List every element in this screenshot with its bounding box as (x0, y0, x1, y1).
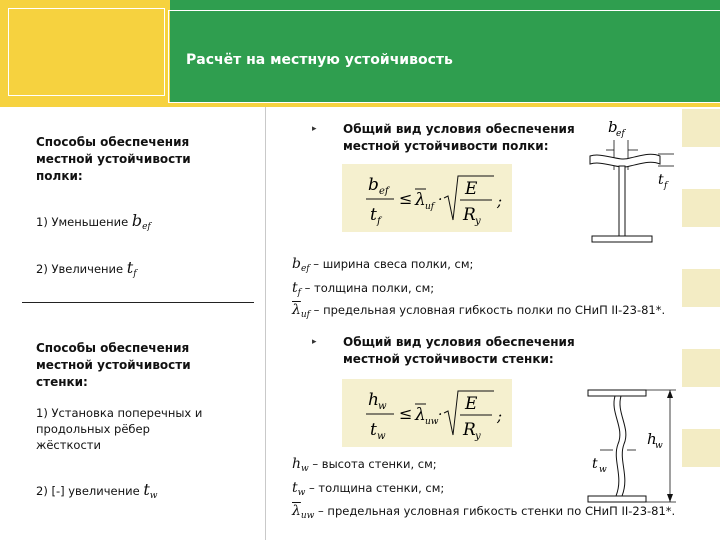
flange-condition-heading-2: местной устойчивости полки: (343, 139, 549, 153)
flange-desc-1-sub: ef (300, 264, 310, 274)
checker-square (682, 429, 720, 467)
web-methods-heading-3: стенки: (36, 375, 88, 389)
web-desc-1-sym: h (292, 456, 302, 472)
checker-square (682, 109, 720, 147)
dot-sign: · (438, 192, 443, 208)
web-methods-heading-1: Способы обеспечения (36, 341, 190, 355)
column-divider (265, 107, 266, 540)
web-fig-h: h (647, 430, 657, 448)
checker-square (682, 349, 720, 387)
flange-formula-num: b (368, 175, 379, 195)
header-decor-frame (8, 8, 165, 96)
web-fig-h-sub: w (655, 441, 663, 451)
flange-methods-heading-3: полки: (36, 169, 83, 183)
flange-formula-R: R (463, 205, 476, 225)
web-formula-tail: ; (497, 407, 503, 425)
web-method-2-text: 2) [-] увеличение (36, 484, 140, 498)
flange-method-1-symbol: b (131, 211, 143, 230)
web-desc-3-sym: $\overline{\lambda}$ (292, 503, 301, 519)
section-separator (22, 302, 254, 303)
web-desc-2 (292, 480, 444, 498)
page-title: Расчёт на местную устойчивость (186, 52, 453, 68)
flange-desc-3-sym: $\overline{\lambda}$ (292, 302, 301, 318)
web-desc-3 (292, 503, 675, 521)
leq-sign: ≤ (399, 189, 413, 208)
flange-fig-b: b (608, 118, 618, 136)
leq-sign: ≤ (399, 404, 413, 423)
web-desc-1-sub: w (301, 464, 309, 474)
web-desc-3-text: – предельная условная гибкость стенки по СНиП II-23-81*. (314, 504, 676, 518)
web-condition-heading-1: Общий вид условия обеспечения (343, 335, 575, 349)
flange-formula-den: t (370, 205, 377, 225)
flange-fig-t-sub: f (664, 181, 668, 191)
flange-desc-2-text: – толщина полки, см; (300, 281, 435, 295)
triangle-bullet-icon: ▸ (312, 124, 317, 134)
flange-desc-2 (292, 280, 434, 298)
web-desc-1 (292, 456, 437, 474)
flange-method-1-text: 1) Уменьшение (36, 215, 129, 229)
web-desc-1-text: – высота стенки, см; (308, 457, 437, 471)
web-condition-heading-2: местной устойчивости стенки: (343, 352, 554, 366)
flange-formula-R-sub: y (475, 216, 481, 227)
flange-method-1 (36, 213, 151, 235)
web-formula-den: t (370, 420, 377, 440)
web-desc-2-sub: w (297, 488, 306, 498)
flange-methods-heading-1: Способы обеспечения (36, 135, 190, 149)
flange-formula-num-sub: ef (379, 186, 389, 197)
flange-fig-b-sub: ef (616, 129, 625, 139)
flange-formula-lambda-sub: uf (425, 202, 435, 212)
web-method-1-line-1: 1) Установка поперечных и (36, 406, 203, 420)
flange-desc-3 (292, 302, 665, 320)
web-fig-t: t (592, 456, 598, 472)
checker-square (682, 189, 720, 227)
lambda-symbol: λ (415, 190, 426, 210)
web-formula (342, 379, 512, 447)
flange-method-2-text: 2) Увеличение (36, 262, 124, 276)
flange-i-beam-diagram (578, 112, 678, 252)
flange-formula-den-sub: f (377, 216, 381, 227)
flange-desc-2-sym: t (292, 280, 298, 296)
web-i-beam-diagram (580, 378, 680, 518)
web-desc-2-text: – толщина стенки, см; (305, 481, 445, 495)
flange-method-1-sub: ef (142, 222, 151, 232)
web-fig-t-sub: w (599, 465, 607, 475)
web-formula-E: E (465, 394, 478, 414)
web-method-2-symbol: t (143, 480, 150, 499)
flange-formula-tail: ; (497, 192, 503, 210)
flange-formula (342, 164, 512, 232)
header-divider-band (0, 103, 720, 107)
flange-methods-heading-2: местной устойчивости (36, 152, 191, 166)
flange-desc-1-sym: b (292, 256, 301, 272)
web-methods-heading-2: местной устойчивости (36, 358, 191, 372)
web-method-2 (36, 482, 157, 504)
web-formula-R-sub: y (475, 431, 481, 442)
web-method-2-sub: w (149, 491, 158, 501)
web-desc-3-sub: uw (300, 511, 315, 521)
checker-square (682, 269, 720, 307)
flange-method-2-sub: f (133, 269, 137, 279)
flange-desc-1-text: – ширина свеса полки, см; (309, 257, 474, 271)
web-formula-lambda-sub: uw (425, 417, 439, 427)
flange-method-2-symbol: t (126, 258, 134, 277)
flange-desc-3-text: – предельная условная гибкость полки по СНиП II-23-81*. (310, 303, 666, 317)
flange-fig-t: t (658, 172, 664, 188)
web-method-1-line-2: продольных рёбер (36, 422, 150, 436)
web-method-1-line-3: жёсткости (36, 438, 101, 452)
flange-desc-2-sub: f (297, 288, 301, 298)
dot-sign: · (438, 407, 443, 423)
web-formula-num: h (368, 390, 379, 410)
flange-desc-3-sub: uf (300, 310, 311, 320)
web-desc-2-sym: t (292, 480, 298, 496)
web-formula-num-sub: w (378, 401, 387, 412)
flange-condition-heading-1: Общий вид условия обеспечения (343, 122, 575, 136)
web-formula-R: R (463, 420, 476, 440)
flange-desc-1 (292, 256, 473, 274)
triangle-bullet-icon: ▸ (312, 337, 317, 347)
web-formula-den-sub: w (377, 431, 386, 442)
lambda-symbol: λ (415, 405, 426, 425)
flange-method-2 (36, 260, 137, 282)
flange-formula-E: E (465, 179, 478, 199)
